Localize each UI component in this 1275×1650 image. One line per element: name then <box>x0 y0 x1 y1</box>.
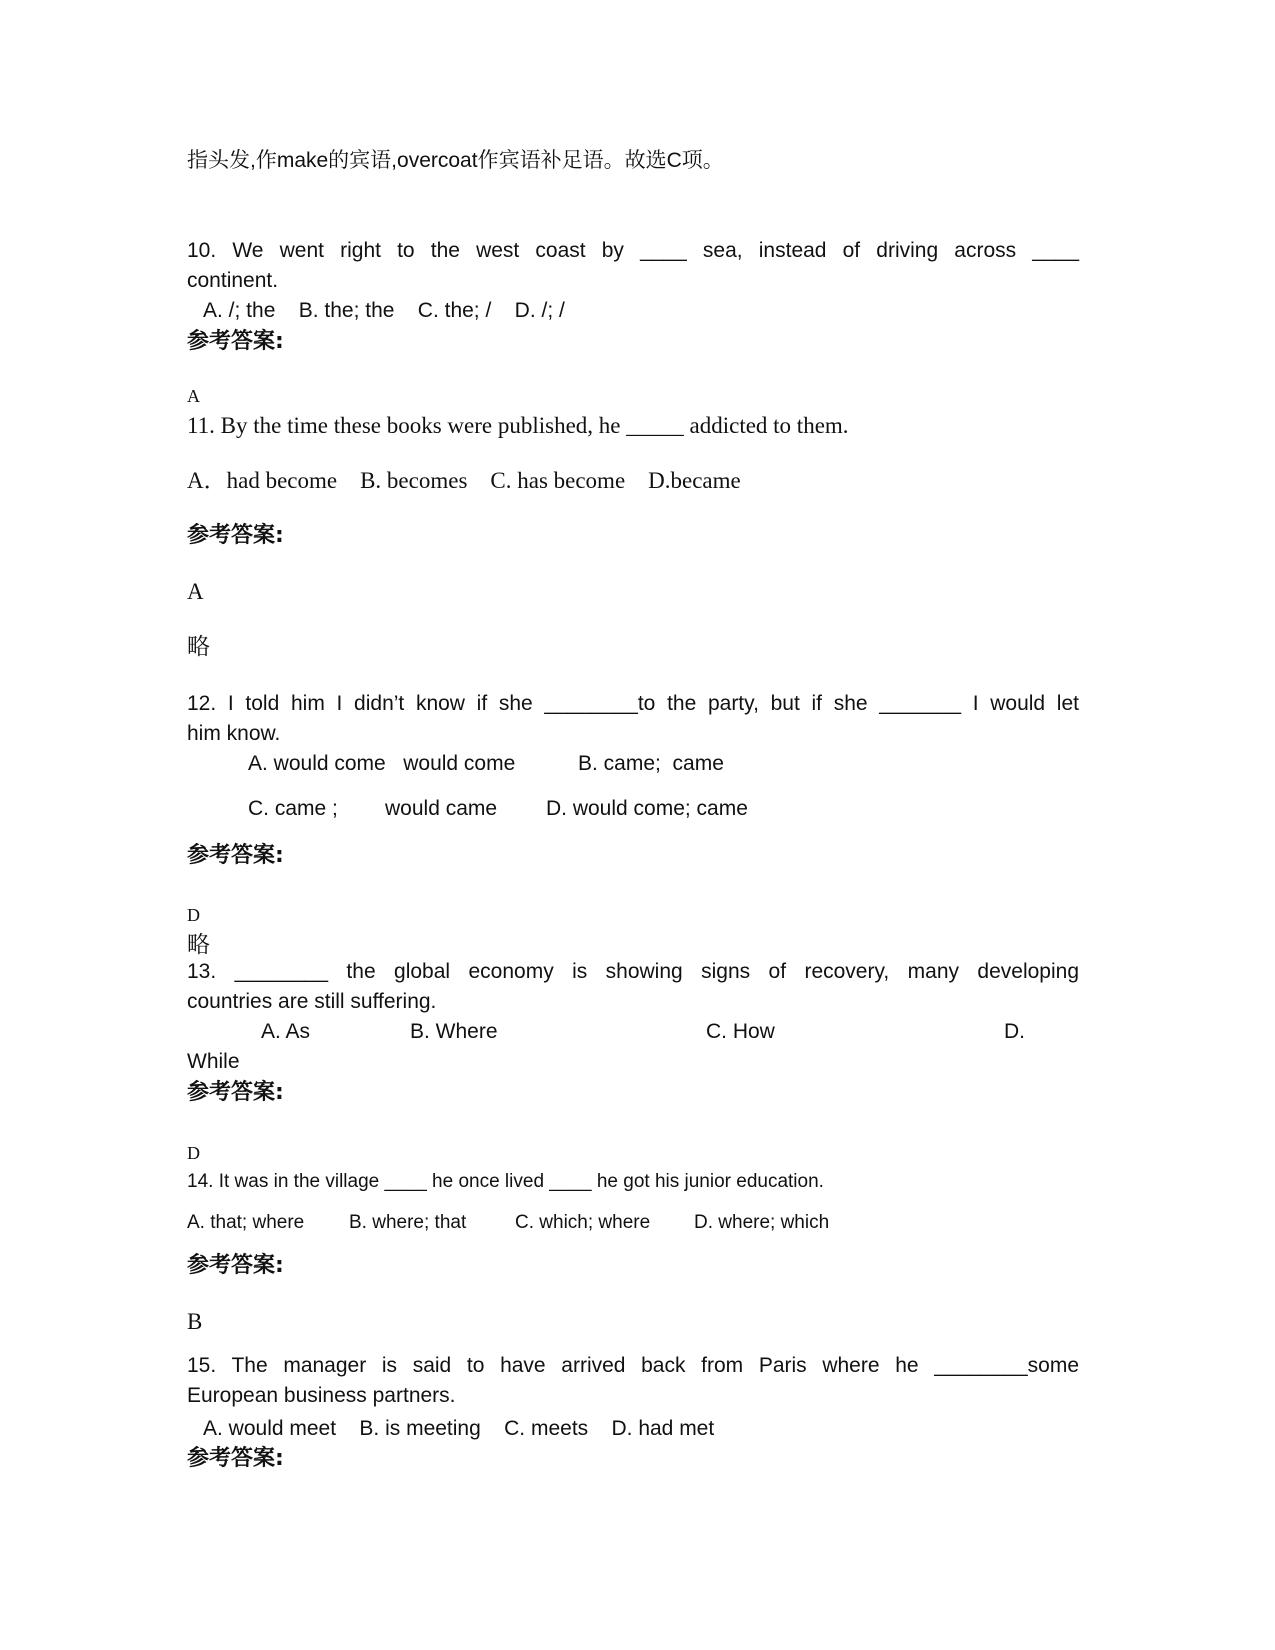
question-13-line-1: 13. ________ the global economy is showing signs of recovery, many developing <box>187 960 1079 983</box>
question-12-line-2: him know. <box>187 722 281 745</box>
question-10-line-1: 10. We went right to the west coast by ____ sea, instead of driving across ____ <box>187 239 1079 262</box>
answer-heading-15: 参考答案: <box>187 1446 284 1471</box>
question-11-note: 略 <box>187 634 210 659</box>
question-11-answer: A <box>187 579 204 604</box>
question-11-options: A．had become B. becomes C. has become D.became <box>187 468 741 493</box>
answer-heading-11: 参考答案: <box>187 523 284 548</box>
question-15-line-1: 15. The manager is said to have arrived back from Paris where he ________some <box>187 1354 1079 1377</box>
question-14-option-a: A. that; where <box>187 1212 305 1233</box>
intro-line: 指头发,作make的宾语,overcoat作宾语补足语。故选C项。 <box>187 149 724 172</box>
question-10-options: A. /; the B. the; the C. the; / D. /; / <box>203 299 565 322</box>
question-13-option-d-wrap: While <box>187 1050 240 1073</box>
question-14-line-1: 14. It was in the village ____ he once lived ____ he got his junior education. <box>187 1171 824 1192</box>
question-13-answer: D <box>187 1143 200 1163</box>
question-12-note: 略 <box>187 932 210 957</box>
question-14-option-d: D. where; which <box>694 1212 830 1233</box>
question-14-answer: B <box>187 1309 203 1334</box>
question-11-line-1: 11. By the time these books were published, he _____ addicted to them. <box>187 413 849 438</box>
question-12-option-a: A. would come would come <box>248 752 516 775</box>
question-10-answer: A <box>187 386 200 406</box>
question-12-answer: D <box>187 905 200 925</box>
question-15-options: A. would meet B. is meeting C. meets D. had met <box>203 1417 715 1440</box>
question-10-line-2: continent. <box>187 269 279 292</box>
question-12-option-d: D. would come; came <box>546 797 748 820</box>
question-14-option-c: C. which; where <box>515 1212 651 1233</box>
question-13-line-2: countries are still suffering. <box>187 990 437 1013</box>
question-12-option-c-second: would came <box>385 797 498 820</box>
question-15-line-2: European business partners. <box>187 1384 456 1407</box>
question-12-line-1: 12. I told him I didn’t know if she ________to the party, but if she _______ I would let <box>187 692 1079 715</box>
question-13-option-c: C. How <box>706 1020 775 1043</box>
question-13-option-a: A. As <box>261 1020 311 1043</box>
question-12-option-c: C. came ; <box>248 797 338 820</box>
question-13-option-d: D. <box>1004 1020 1025 1043</box>
answer-heading-14: 参考答案: <box>187 1253 284 1278</box>
answer-heading-10: 参考答案: <box>187 329 284 354</box>
question-13-option-b: B. Where <box>410 1020 498 1043</box>
question-12-option-b: B. came; came <box>578 752 724 775</box>
answer-heading-13: 参考答案: <box>187 1080 284 1105</box>
question-14-option-b: B. where; that <box>349 1212 467 1233</box>
answer-heading-12: 参考答案: <box>187 843 284 868</box>
